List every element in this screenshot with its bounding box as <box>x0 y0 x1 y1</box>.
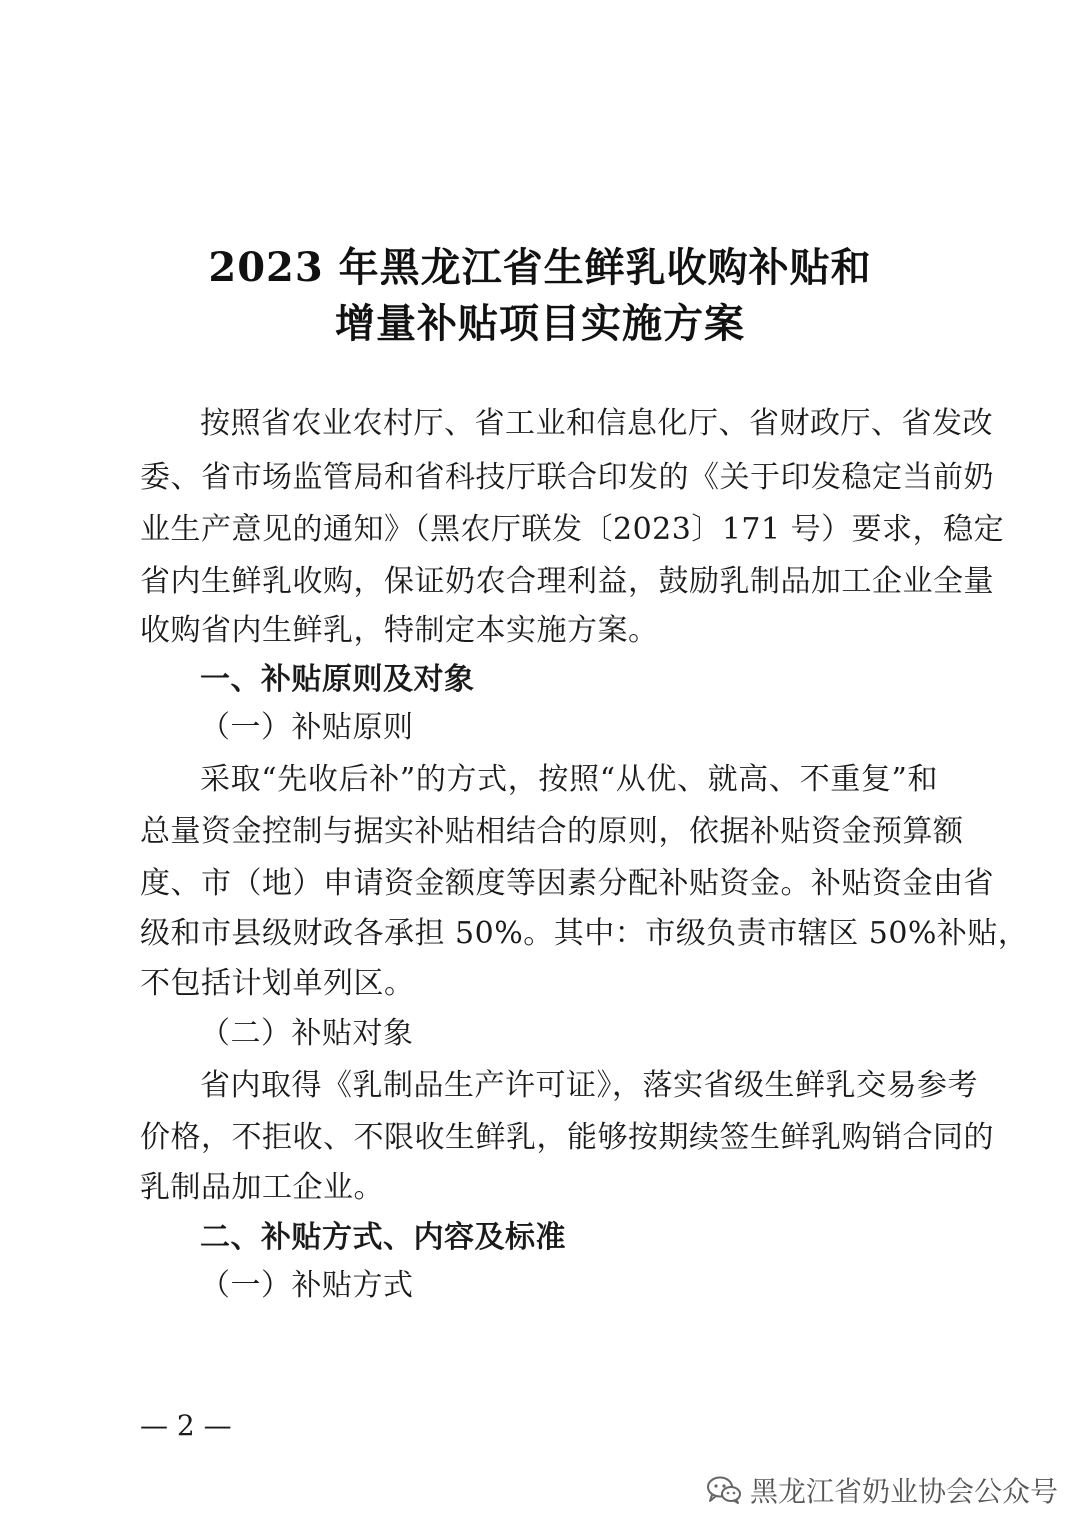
document-title-line-2: 增量补贴项目实施方案 <box>335 300 745 347</box>
principle-line-2: 总量资金控制与据实补贴相结合的原则，依据补贴资金预算额 <box>140 814 964 849</box>
document-title-line-1: 2023 年黑龙江省生鲜乳收购补贴和 <box>208 244 872 291</box>
section-heading-1: 一、补贴原则及对象 <box>200 662 475 697</box>
subsection-heading-1-2: （二）补贴对象 <box>200 1016 414 1051</box>
target-line-3: 乳制品加工企业。 <box>140 1170 384 1205</box>
subsection-heading-1-1: （一）补贴原则 <box>200 710 414 745</box>
watermark-text: 黑龙江省奶业协会公众号 <box>750 1475 1059 1508</box>
principle-line-1: 采取“先收后补”的方式，按照“从优、就高、不重复”和 <box>200 762 938 797</box>
page-number: — 2 — <box>140 1409 232 1442</box>
target-line-2: 价格，不拒收、不限收生鲜乳，能够按期续签生鲜乳购销合同的 <box>140 1120 994 1155</box>
intro-line-4: 省内生鲜乳收购，保证奶农合理利益，鼓励乳制品加工企业全量 <box>140 564 994 599</box>
principle-line-5: 不包括计划单列区。 <box>140 966 415 1001</box>
watermark <box>706 1470 1058 1510</box>
intro-line-5: 收购省内生鲜乳，特制定本实施方案。 <box>140 613 659 648</box>
intro-line-3: 业生产意见的通知》（黑农厅联发〔2023〕171 号）要求，稳定 <box>140 512 1005 547</box>
target-line-1: 省内取得《乳制品生产许可证》，落实省级生鲜乳交易参考 <box>200 1068 978 1103</box>
principle-line-3: 度、市（地）申请资金额度等因素分配补贴资金。补贴资金由省 <box>140 866 994 901</box>
wechat-icon <box>706 1475 742 1505</box>
section-heading-2: 二、补贴方式、内容及标准 <box>200 1220 566 1255</box>
intro-line-1: 按照省农业农村厅、省工业和信息化厅、省财政厅、省发改 <box>200 406 993 441</box>
subsection-heading-2-1: （一）补贴方式 <box>200 1268 414 1303</box>
intro-line-2: 委、省市场监管局和省科技厅联合印发的《关于印发稳定当前奶 <box>140 460 994 495</box>
principle-line-4: 级和市县级财政各承担 50%。其中：市级负责市辖区 50%补贴， <box>140 916 1029 951</box>
